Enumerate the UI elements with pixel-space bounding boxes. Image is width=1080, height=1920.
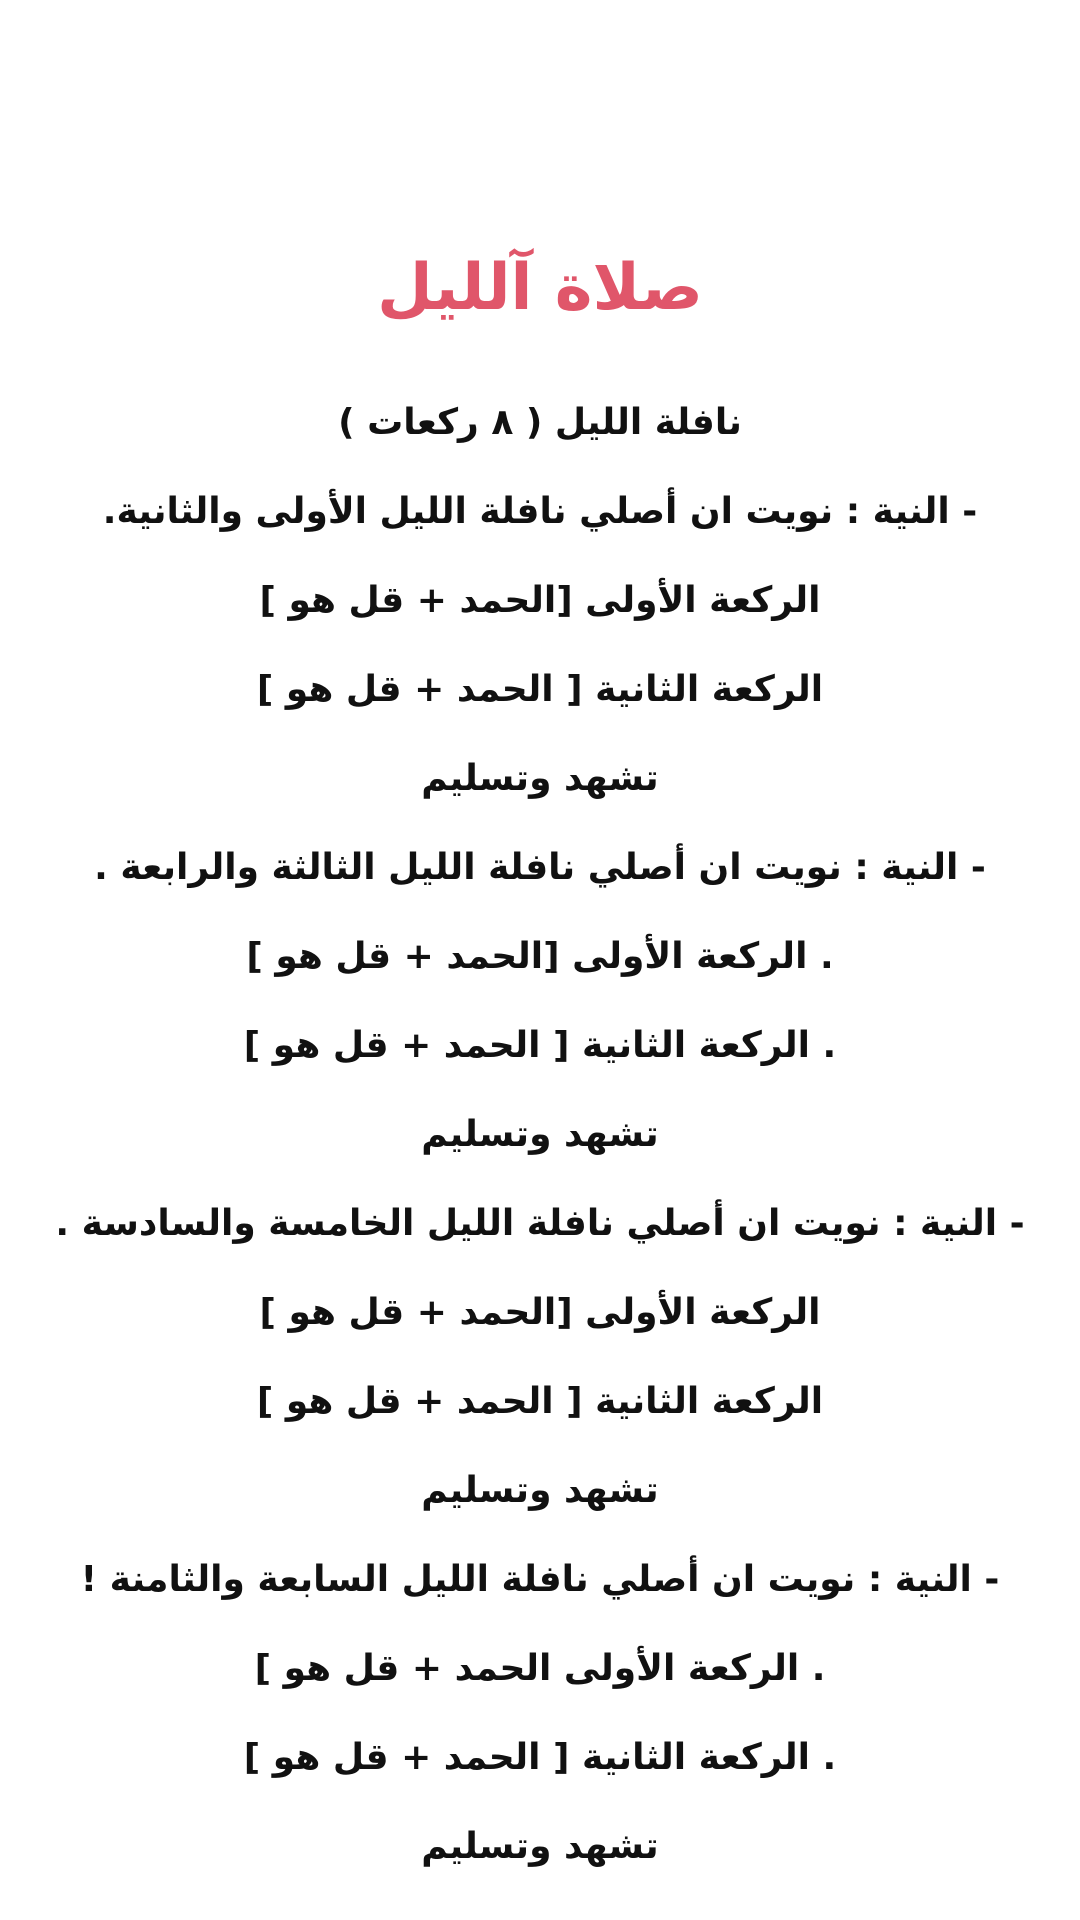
intention-line: - النية : نويت ان أصلي نافلة الليل السابعة والثامنة ! bbox=[80, 1559, 1000, 1600]
section-heading: نافلة الليل ( ٨ ركعات ) bbox=[338, 402, 742, 443]
intention-line: - النية : نويت ان أصلي نافلة الليل الثالثة والرابعة . bbox=[94, 847, 986, 888]
prayer-steps-list bbox=[0, 378, 1080, 1891]
rakah-line: الركعة الثانية [ الحمد + قل هو ] bbox=[256, 669, 824, 710]
intention-line: - النية : نويت ان أصلي نافلة الليل الخامسة والسادسة . bbox=[55, 1203, 1025, 1244]
intention-line: - النية : نويت ان أصلي نافلة الليل الأولى والثانية. bbox=[102, 491, 978, 532]
page-title: صلاة آلليل bbox=[377, 251, 703, 325]
tashahhud-line: تشهد وتسليم bbox=[421, 1470, 659, 1511]
tashahhud-line: تشهد وتسليم bbox=[421, 1826, 659, 1867]
tashahhud-line: تشهد وتسليم bbox=[421, 1114, 659, 1155]
rakah-line: . الركعة الثانية [ الحمد + قل هو ] bbox=[243, 1025, 837, 1066]
rakah-line: . الركعة الثانية [ الحمد + قل هو ] bbox=[243, 1737, 837, 1778]
tashahhud-line: تشهد وتسليم bbox=[421, 758, 659, 799]
rakah-line: الركعة الأولى [الحمد + قل هو ] bbox=[259, 580, 821, 621]
rakah-line: الركعة الأولى [الحمد + قل هو ] bbox=[259, 1292, 821, 1333]
rakah-line: الركعة الثانية [ الحمد + قل هو ] bbox=[256, 1381, 824, 1422]
rakah-line: . الركعة الأولى [الحمد + قل هو ] bbox=[246, 936, 834, 977]
rakah-line: . الركعة الأولى الحمد + قل هو ] bbox=[254, 1648, 826, 1689]
